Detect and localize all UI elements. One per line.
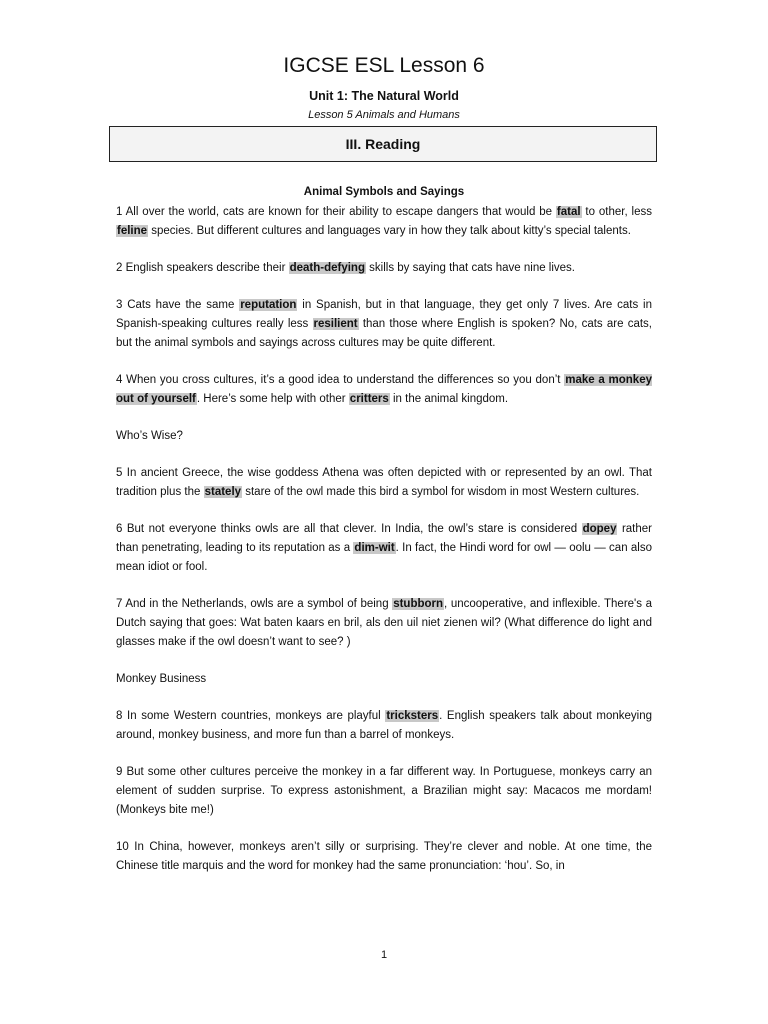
paragraph (116, 520, 652, 577)
highlighted-vocabulary: critters (349, 393, 389, 405)
paragraph-text: 5 In ancient Greece, the wise goddess Athena was often depicted with or represented by an owl. That tradition plus the (116, 467, 652, 498)
paragraph-text: 7 And in the Netherlands, owls are a symbol of being (116, 598, 393, 610)
paragraph-text: . In fact, the Hindi word for owl — oolu — can also mean idiot or fool. (116, 542, 652, 573)
paragraph-text: , uncooperative, and inflexible. There's a Dutch saying that goes: Wat baten kaars en bril, als den uil niet zienen wil? (What difference do light and glasses make if the owl doesn’t want to see? ) (116, 598, 652, 648)
paragraph (116, 259, 652, 278)
paragraph-text: 8 In some Western countries, monkeys are playful (116, 710, 386, 722)
article-body (116, 203, 652, 894)
paragraph-text: 10 In China, however, monkeys aren’t silly or surprising. They’re clever and noble. At one time, the Chinese title marquis and the word for monkey had the same pronunciation: ‘hou’. So, in (116, 841, 652, 872)
subheading (116, 670, 652, 689)
paragraph (116, 838, 652, 876)
highlighted-vocabulary: stately (204, 486, 242, 498)
paragraph (116, 464, 652, 502)
highlighted-vocabulary: fatal (556, 206, 581, 218)
paragraph-text: 9 But some other cultures perceive the monkey in a far different way. In Portuguese, monkeys carry an element of sudden surprise. To express astonishment, a Brazilian might say: Macacos me mordam! (Monkeys bite me!) (116, 766, 652, 816)
highlighted-vocabulary: tricksters (386, 710, 439, 722)
paragraph-text: . English speakers talk about monkeying around, monkey business, and more fun than a barrel of monkeys. (116, 710, 653, 741)
article-title: Animal Symbols and Sayings (303, 186, 465, 198)
document-title: IGCSE ESL Lesson 6 (283, 54, 485, 77)
highlighted-vocabulary: reputation (240, 299, 297, 311)
paragraph (116, 203, 652, 241)
lesson-subtitle: Lesson 5 Animals and Humans (308, 109, 460, 121)
highlighted-vocabulary: stubborn (393, 598, 444, 610)
paragraph-text: 6 But not everyone thinks owls are all that clever. In India, the owl’s stare is considered (116, 523, 582, 535)
paragraph (116, 371, 652, 409)
paragraph-text: species. But different cultures and languages vary in how they talk about kitty’s special talents. (148, 225, 631, 237)
section-heading: III. Reading (345, 136, 421, 152)
paragraph-text: 4 When you cross cultures, it’s a good idea to understand the differences so you don’t (116, 374, 565, 386)
paragraph (116, 707, 652, 745)
subheading (116, 427, 652, 446)
paragraph (116, 296, 652, 353)
paragraph-text: Who’s Wise? (116, 430, 183, 442)
section-heading-box (109, 126, 657, 162)
highlighted-vocabulary: dopey (582, 523, 617, 535)
highlighted-vocabulary: make a monkey out of yourself (116, 374, 652, 405)
paragraph-text: . Here’s some help with other (196, 393, 349, 405)
paragraph-text: 2 English speakers describe their (116, 262, 289, 274)
paragraph (116, 595, 652, 652)
paragraph-text: 1 All over the world, cats are known for their ability to escape dangers that would be (116, 206, 556, 218)
paragraph-text: skills by saying that cats have nine lives. (365, 262, 576, 274)
highlighted-vocabulary: feline (117, 225, 148, 237)
paragraph-text: than those where English is spoken? No, cats are cats, but the animal symbols and sayings across cultures may be quite different. (116, 318, 653, 349)
highlighted-vocabulary: dim-wit (354, 542, 395, 554)
paragraph-text: in the animal kingdom. (389, 393, 509, 405)
highlighted-vocabulary: resilient (313, 318, 358, 330)
unit-heading: Unit 1: The Natural World (309, 89, 459, 103)
highlighted-vocabulary: death-defying (289, 262, 365, 274)
paragraph-text: to other, less (581, 206, 652, 218)
paragraph (116, 763, 652, 820)
paragraph-text: rather than penetrating, leading to its reputation as a (116, 523, 652, 554)
paragraph-text: Monkey Business (116, 673, 207, 685)
paragraph-text: 3 Cats have the same (116, 299, 240, 311)
page-number: 1 (380, 949, 388, 961)
paragraph-text: stare of the owl made this bird a symbol for wisdom in most Western cultures. (242, 486, 640, 498)
paragraph-text: in Spanish, but in that language, they get only 7 lives. Are cats in Spanish-speaking cultures really less (116, 299, 653, 330)
